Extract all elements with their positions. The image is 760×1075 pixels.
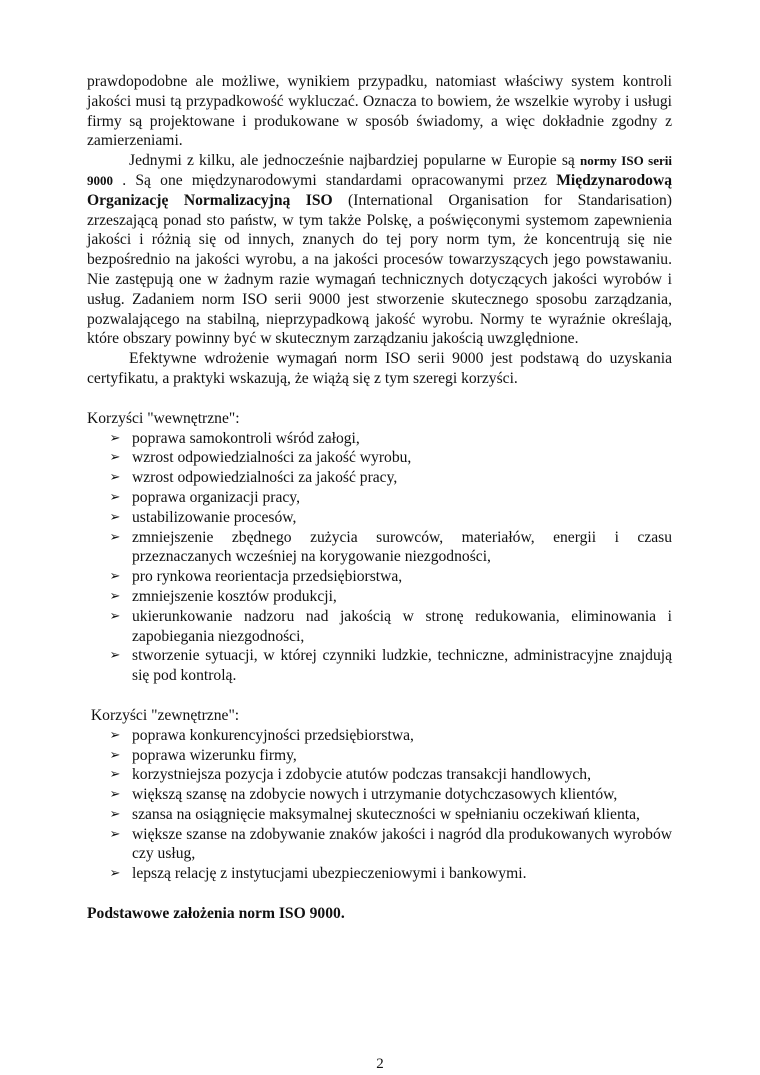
list-item [109, 746, 672, 766]
external-benefits-title: Korzyści "zewnętrzne": [87, 706, 240, 724]
list-item-text: poprawa wizerunku firmy, [132, 746, 297, 764]
section-heading: Podstawowe założenia norm ISO 9000. [87, 905, 345, 923]
paragraph-2-part-a: Jednymi z kilku, ale jednocześnie najbardziej popularne w Europie są [129, 152, 580, 170]
list-item [109, 429, 672, 449]
external-benefits-list [87, 726, 672, 884]
arrow-bullet-icon: ➢ [109, 529, 121, 545]
list-item [109, 726, 672, 746]
arrow-bullet-icon: ➢ [109, 430, 121, 446]
list-item-text: ukierunkowanie nadzoru nad jakością w stronę redukowania, eliminowania i zapobiegania niezgodności, [132, 607, 672, 645]
list-item-text: stworzenie sytuacji, w której czynniki ludzkie, techniczne, administracyjne znajdują się pod kontrolą. [132, 647, 672, 685]
list-item-text: poprawa organizacji pracy, [132, 488, 300, 506]
arrow-bullet-icon: ➢ [109, 588, 121, 604]
list-item [109, 825, 672, 865]
arrow-bullet-icon: ➢ [109, 747, 121, 763]
paragraph-3: Efektywne wdrożenie wymagań norm ISO serii 9000 jest podstawą do uzyskania certyfikatu, a praktyki wskazują, że wiążą się z tym szeregi korzyści. [87, 350, 672, 387]
list-item-text: wzrost odpowiedzialności za jakość wyrobu, [132, 449, 412, 467]
arrow-bullet-icon: ➢ [109, 787, 121, 803]
list-item-text: zmniejszenie zbędnego zużycia surowców, materiałów, energii i czasu przeznaczanych wcześniej na korygowanie niezgodności, [132, 528, 672, 566]
list-item-text: większą szansę na zdobycie nowych i utrzymanie dotychczasowych klientów, [132, 786, 618, 804]
arrow-bullet-icon: ➢ [109, 489, 121, 505]
list-item-text: pro rynkowa reorientacja przedsiębiorstwa, [132, 568, 403, 586]
arrow-bullet-icon: ➢ [109, 866, 121, 882]
arrow-bullet-icon: ➢ [109, 648, 121, 664]
list-item [109, 587, 672, 607]
page-number: 2 [376, 1056, 384, 1072]
list-item-text: zmniejszenie kosztów produkcji, [132, 587, 337, 605]
list-item-text: poprawa samokontroli wśród załogi, [132, 429, 360, 447]
paragraph-1: prawdopodobne ale możliwe, wynikiem przypadku, natomiast właściwy system kontroli jakości musi tą przypadkowość wykluczać. Oznacza to bowiem, że wszelkie wyroby i usługi firmy są projektowane i produkowane w sposób świadomy, a więc dokładnie zgodny z zamierzeniami. [87, 73, 672, 150]
list-item [109, 448, 672, 468]
arrow-bullet-icon: ➢ [109, 806, 121, 822]
list-item [109, 805, 672, 825]
list-item [109, 607, 672, 647]
list-item-text: poprawa konkurencyjności przedsiębiorstwa, [132, 726, 414, 744]
paragraph-2-part-c: (International Organisation for Standarisation) zrzeszającą ponad sto państw, w tym także Polskę, a poświęconymi systemom zapewnienia jakości i różnią się od innych, znanych do tej pory norm tym, że koncentrują się nie bezpośrednio na jakości wyrobu, a na jakości procesów towarzyszących jego powstawaniu. Nie zastępują one w żadnym razie wymagań technicznych dotyczących jakości wyrobów i usług. Zadaniem norm ISO serii 9000 jest stworzenie skutecznego sposobu zarządzania, pozwalającego na stabilną, nieprzypadkową jakość wyrobu. Normy te wyraźnie określają, które obszary powinny być w skutecznym zarządzaniu jakością uwzględnione. [87, 191, 673, 348]
list-item [109, 646, 672, 686]
arrow-bullet-icon: ➢ [109, 727, 121, 743]
paragraph-2 [87, 151, 672, 349]
arrow-bullet-icon: ➢ [109, 608, 121, 624]
list-item [109, 567, 672, 587]
arrow-bullet-icon: ➢ [109, 450, 121, 466]
paragraph-2-part-b: . Są one międzynarodowymi standardami opracowanymi przez [113, 171, 557, 189]
list-item [109, 765, 672, 785]
list-item [109, 468, 672, 488]
list-item-text: lepszą relację z instytucjami ubezpieczeniowymi i bankowymi. [132, 865, 527, 883]
internal-benefits-title: Korzyści "wewnętrzne": [87, 409, 240, 427]
arrow-bullet-icon: ➢ [109, 826, 121, 842]
arrow-bullet-icon: ➢ [109, 569, 121, 585]
iso-organization-emphasis: Międzynarodową Organizację Normalizacyjną ISO [87, 171, 672, 209]
list-item [109, 488, 672, 508]
document-page [87, 72, 672, 924]
list-item [109, 785, 672, 805]
list-item-text: większe szanse na zdobywanie znaków jakości i nagród dla produkowanych wyrobów czy usług, [132, 825, 672, 863]
list-item-text: korzystniejsza pozycja i zdobycie atutów podczas transakcji handlowych, [132, 766, 591, 784]
list-item [109, 508, 672, 528]
arrow-bullet-icon: ➢ [109, 470, 121, 486]
list-item [109, 528, 672, 568]
spacer [87, 686, 672, 706]
arrow-bullet-icon: ➢ [109, 509, 121, 525]
spacer [87, 389, 672, 409]
spacer [87, 884, 672, 904]
list-item [109, 864, 672, 884]
list-item-text: szansa na osiągnięcie maksymalnej skuteczności w spełnianiu oczekiwań klienta, [132, 805, 640, 823]
arrow-bullet-icon: ➢ [109, 767, 121, 783]
list-item-text: ustabilizowanie procesów, [132, 508, 297, 526]
iso-9000-emphasis: normy ISO serii 9000 [87, 153, 672, 188]
internal-benefits-list [87, 429, 672, 686]
list-item-text: wzrost odpowiedzialności za jakość pracy, [132, 469, 398, 487]
